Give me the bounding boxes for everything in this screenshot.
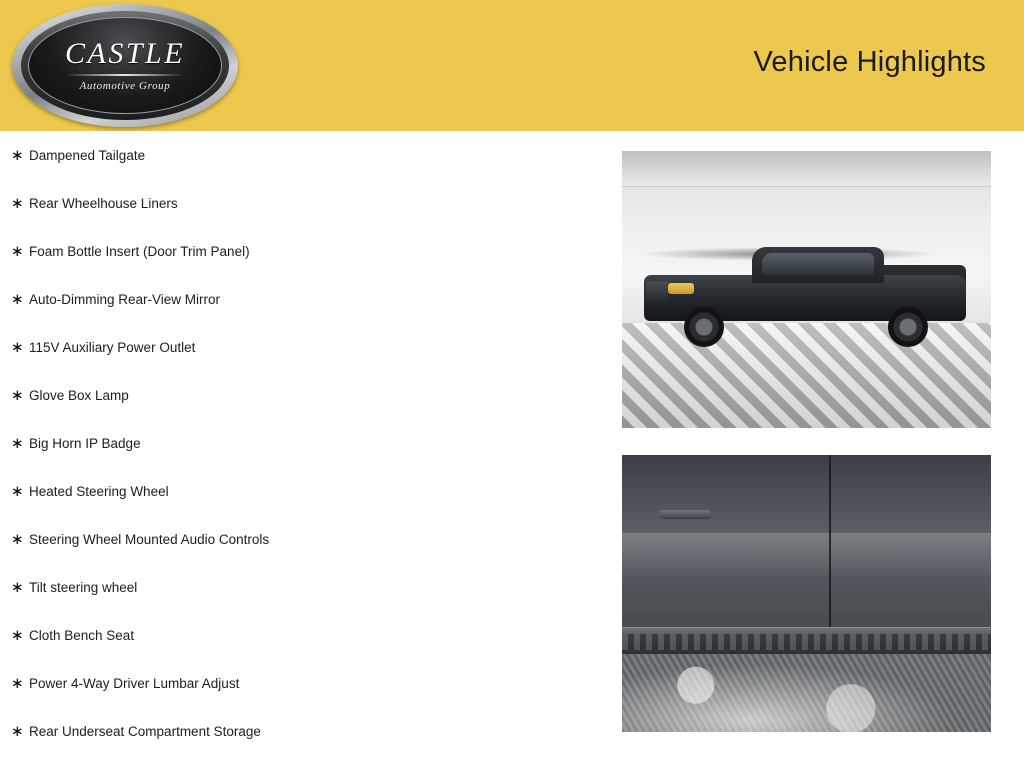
list-item — [0, 383, 600, 431]
castle-automotive-group-logo — [12, 4, 238, 127]
list-item-label: Auto-Dimming Rear-View Mirror — [29, 292, 221, 307]
list-item — [0, 335, 600, 383]
door-seam — [829, 455, 831, 649]
star-bullet-icon: ∗ — [11, 627, 24, 644]
list-item-label: Glove Box Lamp — [29, 388, 129, 403]
list-item — [0, 479, 600, 527]
list-item — [0, 527, 600, 575]
vehicle-exterior-front-three-quarter-photo — [622, 151, 991, 428]
vehicle-photo-gallery — [622, 151, 992, 732]
list-item-label: Foam Bottle Insert (Door Trim Panel) — [29, 244, 250, 259]
list-item-label: Heated Steering Wheel — [29, 484, 169, 499]
truck-grille — [646, 281, 668, 303]
body-reflection — [622, 533, 991, 577]
list-item — [0, 239, 600, 287]
star-bullet-icon: ∗ — [11, 339, 24, 356]
truck-windows — [762, 253, 874, 275]
list-item — [0, 191, 600, 239]
star-bullet-icon: ∗ — [11, 531, 24, 548]
logo-divider — [66, 74, 184, 76]
page-title: Vehicle Highlights — [753, 46, 986, 78]
list-item-label: Rear Wheelhouse Liners — [29, 196, 178, 211]
logo-brand-subtitle: Automotive Group — [79, 80, 171, 92]
star-bullet-icon: ∗ — [11, 483, 24, 500]
page-header — [0, 0, 1024, 131]
star-bullet-icon: ∗ — [11, 243, 24, 260]
truck-headlight — [668, 283, 694, 294]
star-bullet-icon: ∗ — [11, 579, 24, 596]
list-item — [0, 623, 600, 671]
list-item-label: Steering Wheel Mounted Audio Controls — [29, 532, 270, 547]
showroom-ceiling — [622, 151, 991, 187]
list-item — [0, 719, 600, 767]
list-item — [0, 575, 600, 623]
list-item — [0, 287, 600, 335]
snow-patch — [622, 654, 991, 732]
list-item-label: Tilt steering wheel — [29, 580, 138, 595]
pickup-truck-illustration — [644, 247, 966, 351]
logo-inner-face — [28, 17, 222, 114]
list-item-label: Big Horn IP Badge — [29, 436, 141, 451]
star-bullet-icon: ∗ — [11, 291, 24, 308]
star-bullet-icon: ∗ — [11, 723, 24, 740]
vehicle-features-list — [0, 131, 600, 767]
list-item-label: Power 4-Way Driver Lumbar Adjust — [29, 676, 240, 691]
logo-brand-name: CASTLE — [64, 37, 186, 70]
list-item — [0, 431, 600, 479]
page-content — [0, 131, 1024, 768]
truck-rear-wheel — [888, 307, 928, 347]
star-bullet-icon: ∗ — [11, 675, 24, 692]
star-bullet-icon: ∗ — [11, 195, 24, 212]
list-item — [0, 671, 600, 719]
list-item-label: Cloth Bench Seat — [29, 628, 135, 643]
star-bullet-icon: ∗ — [11, 435, 24, 452]
star-bullet-icon: ∗ — [11, 147, 24, 164]
running-board-tread — [622, 634, 991, 651]
list-item-label: Rear Underseat Compartment Storage — [29, 724, 261, 739]
list-item — [0, 143, 600, 191]
vehicle-side-running-board-photo — [622, 455, 991, 732]
list-item-label: Dampened Tailgate — [29, 148, 146, 163]
door-handle — [659, 510, 711, 519]
star-bullet-icon: ∗ — [11, 387, 24, 404]
list-item-label: 115V Auxiliary Power Outlet — [29, 340, 196, 355]
truck-front-wheel — [684, 307, 724, 347]
